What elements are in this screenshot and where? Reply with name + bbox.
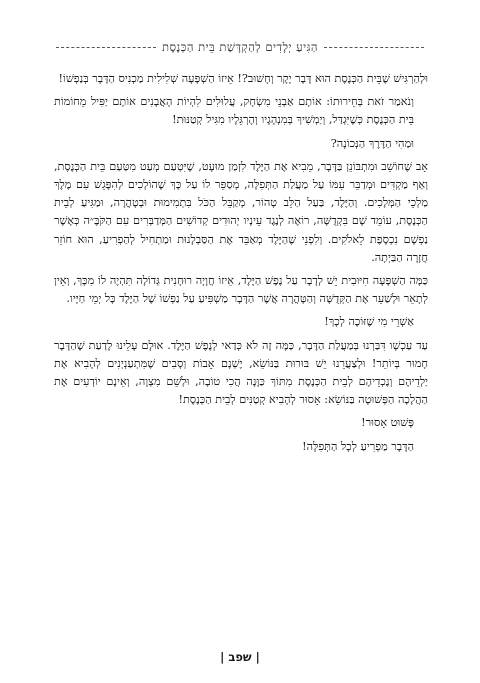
paragraph-question: וּמַהִי הַדֶּרֶךְ הַנְּכוֹנָה? — [330, 136, 414, 150]
header-rule-left — [56, 47, 156, 48]
paragraph-exclamation: אַשְׁרֵי מִי שֶׁזּוֹכֶה לְכָךְ! — [324, 315, 414, 329]
paragraph-4: כַּמָּה הַשְׁפָּעָה חִיּוּבִית יֵשׁ לְדָבָר עַל נֶפֶשׁ הַיֶּלֶד, אֵיזוֹ חֲוָיָה רוּחָנִית גְּדוֹלָה תִּהְיֶה לוֹ מִכָּךְ, וְאֵין לְתָאֵר וּלְשַׁעֵר אֶת הַקְּדֻשָּׁה וְהַטָּהֳרָה אֲשֶׁר הַדָּבָר מַשְׁפִּיעַ עַל נַפְשׁוֹ שֶׁל הַיֶּלֶד כָּל יְמֵי חַיָּיו. — [54, 274, 428, 306]
body-text — [54, 70, 428, 461]
header-title: הַגִּיעַ יְלָדִים לְהַקְדָּשַׁת בֵּית הַכְּנֶסֶת — [161, 40, 319, 54]
paragraph-5: עַד עַכְשָׁו דִּבַּרְנוּ בְּמַעֲלַת הַדָּבָר, כַּמָּה זֶה לֹא כְּדַאי לְנֶפֶשׁ הַיֶּלֶד. אוּלָם עָלֵינוּ לָדַעַת שֶׁהַדָּבָר חָמוּר בְּיוֹתֵר! וּלְצַעֲרֵנוּ יֵשׁ בּוּרוּת בַּנּוֹשֵׂא, יֶשְׁנָם אָבוֹת וְסָבִים שֶׁמִּתְעַנְיְנִים לְהָבִיא אֶת יַלְדֵיהֶם וְנֶכְדֵיהֶם לְבֵית הַכְּנֶסֶת מִתּוֹךְ כַּוָּנָה הֲכִי טוֹבָה, וּלְשֵׁם מִצְוָה, וְאֵינָם יוֹדְעִים אֶת הַהֲלָכָה הַפְּשׁוּטָה בַּנּוֹשֵׂא: אָסוּר לְהָבִיא קְטַנִּים לְבֵית הַכְּנֶסֶת! — [54, 338, 428, 407]
header-rule-right — [324, 47, 424, 48]
paragraph-disturbs: הַדָּבָר מַפְרִיעַ לְכָל הַתְּפִלָּה! — [302, 439, 414, 453]
page-number: | שפב | — [220, 650, 260, 664]
paragraph-2: וְנֹאמַר זֹאת בְּחֵירוּתוֹ: אוֹתָם אַבְנֵי מִשְׂחָק, עֲלוּלִים לִהְיוֹת הָאֲבָנִים אוֹתָם יַפִּיל מֵחוֹמוֹת בֵּית הַכְּנֶסֶת כְּשֶׁיִּגְדַּל, וְיַמְשִׁיךְ בְּמִנְהָגָיו וְהֶרְגֵּלָיו מִגִּיל קְטַנּוּת! — [54, 95, 414, 127]
running-header — [56, 37, 424, 57]
paragraph-1: וּלְהַרְגִּישׁ שֶׁבֵּית הַכְּנֶסֶת הוּא דָּבָר יָקָר וְחָשׁוּב?! אֵיזוֹ הַשְׁפָּעָה שְׁלִילִית מַכְנִיס הַדָּבָר בְּנַפְשׁוֹ! — [58, 72, 428, 85]
paragraph-forbidden: פָּשׁוּט אָסוּר! — [361, 416, 414, 430]
paragraph-3: אָב שֶׁחוֹשֵׁב וּמִתְבּוֹנֵן בַּדָּבָר, מֵבִיא אֶת הַיֶּלֶד לִזְמַן מוּעָט, שֶׁיִּטְעַם מְעַט מִטַּעַם בֵּית הַכְּנֶסֶת, וְאַף מַקְדִּים וּמְדַבֵּר עִמּוֹ עַל מַעֲלַת הַתְּפִלָּה, מְסַפֵּר לוֹ עַל כָּךְ שֶׁהוֹלְכִים לְהִפָּגֵשׁ עִם מֶלֶךְ מַלְכֵי הַמְּלָכִים. וְהַיֶּלֶד, בַּעַל הַלֵּב טָהוֹר, מְקַבֵּל הַכֹּל בִּתְמִימוּת וּבְטָהֳרָה, וּמַגִּיעַ לְבֵית הַכְּנֶסֶת, עוֹמֵד שָׁם בִּקְדֻשָּׁה, רוֹאֶה לְנֶגֶד עֵינָיו יְהוּדִים קְדוֹשִׁים הַמְּדַבְּרִים עִם הַקֹּבֶּ״ה כְּאָשֶׁר נַפְשָׁם נִכְסֶפֶת לֵאלֹקִים. וְלִפְנֵי שֶׁהַיֶּלֶד מְאַבֵּד אֶת הַסַּבְלָנוּת וּמַתְחִיל לְהַפְרִיעַ, הוּא חוֹזֵר חֲזָרָה הַבַּיְתָה. — [54, 159, 428, 264]
